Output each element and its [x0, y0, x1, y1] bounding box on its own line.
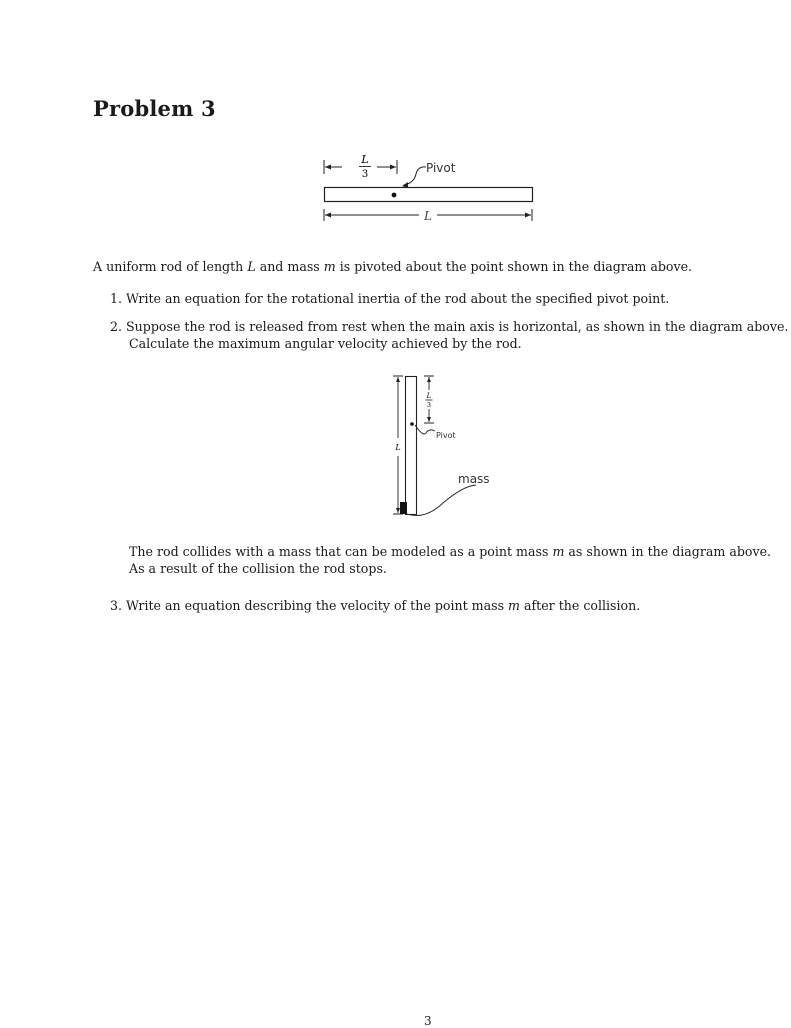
pivot-label: Pivot: [426, 161, 456, 175]
fig2-l3-numerator: L: [426, 392, 432, 400]
fig2-pivot-label: Pivot: [436, 431, 456, 440]
point-mass-block: [400, 502, 407, 514]
fig2-l-top-arrowhead: [396, 377, 400, 382]
question-1-text: Write an equation for the rotational inertia of the rod about the specified pivot point.: [126, 291, 670, 306]
vertical-rod: [406, 377, 417, 515]
page-number: 3: [424, 1014, 432, 1028]
intro-text-3: is pivoted about the point shown in the diagram above.: [335, 259, 693, 274]
collision-text-2: as shown in the diagram above.: [564, 544, 772, 559]
fig2-pivot-point: [410, 422, 414, 426]
fig2-l3-top-arrowhead: [427, 377, 431, 382]
fig2-pivot-leader-line: [415, 425, 435, 434]
collision-text-1: The rod collides with a mass that can be modeled as a point mass: [129, 544, 553, 559]
fig2-l3-bottom-arrowhead: [427, 417, 431, 422]
l-left-arrowhead: [325, 213, 331, 218]
question-3-var-m: m: [508, 598, 520, 613]
question-1: [110, 290, 669, 307]
page-title: Problem 3: [93, 96, 216, 121]
collision-var-m: m: [552, 544, 565, 559]
intro-text-2: and mass: [255, 259, 324, 274]
fig2-l3-denominator: 3: [426, 401, 432, 409]
l-right-arrowhead: [525, 213, 531, 218]
mass-label: mass: [458, 472, 490, 486]
pivot-leader-line: [404, 167, 426, 185]
pivot-point: [392, 193, 397, 198]
question-2-number: 2.: [110, 319, 123, 334]
question-2-text-line2: Calculate the maximum angular velocity achieved by the rod.: [129, 336, 522, 351]
intro-paragraph: [93, 258, 692, 275]
intro-text-1: A uniform rod of length: [93, 259, 248, 274]
vertical-rod-diagram: [385, 368, 515, 523]
question-1-number: 1.: [110, 291, 123, 306]
horizontal-rod: [325, 188, 533, 202]
fig2-l-bottom-arrowhead: [396, 508, 400, 513]
question-2-line2: [129, 335, 522, 352]
l-label: L: [424, 209, 432, 223]
collision-text-3: As a result of the collision the rod stops.: [129, 561, 387, 576]
question-3: [110, 597, 640, 614]
question-3-text-2: after the collision.: [520, 598, 641, 613]
l3-numerator: L: [361, 153, 369, 166]
l3-left-arrowhead: [325, 165, 331, 170]
question-3-text-1: Write an equation describing the velocity of the point mass: [126, 598, 509, 613]
collision-paragraph-line1: [129, 543, 771, 560]
l3-denominator: 3: [361, 169, 369, 180]
collision-paragraph-line2: [129, 560, 387, 577]
question-2-text-line1: Suppose the rod is released from rest when the main axis is horizontal, as shown in the diagram above.: [126, 319, 789, 334]
intro-var-m: m: [323, 259, 336, 274]
question-3-number: 3.: [110, 598, 123, 613]
horizontal-rod-diagram: [310, 150, 550, 230]
question-2: [110, 318, 788, 335]
mass-leader-line: [407, 485, 476, 516]
fig2-l-label: L: [395, 443, 401, 452]
l3-right-arrowhead: [390, 165, 396, 170]
intro-var-L: L: [247, 259, 256, 274]
